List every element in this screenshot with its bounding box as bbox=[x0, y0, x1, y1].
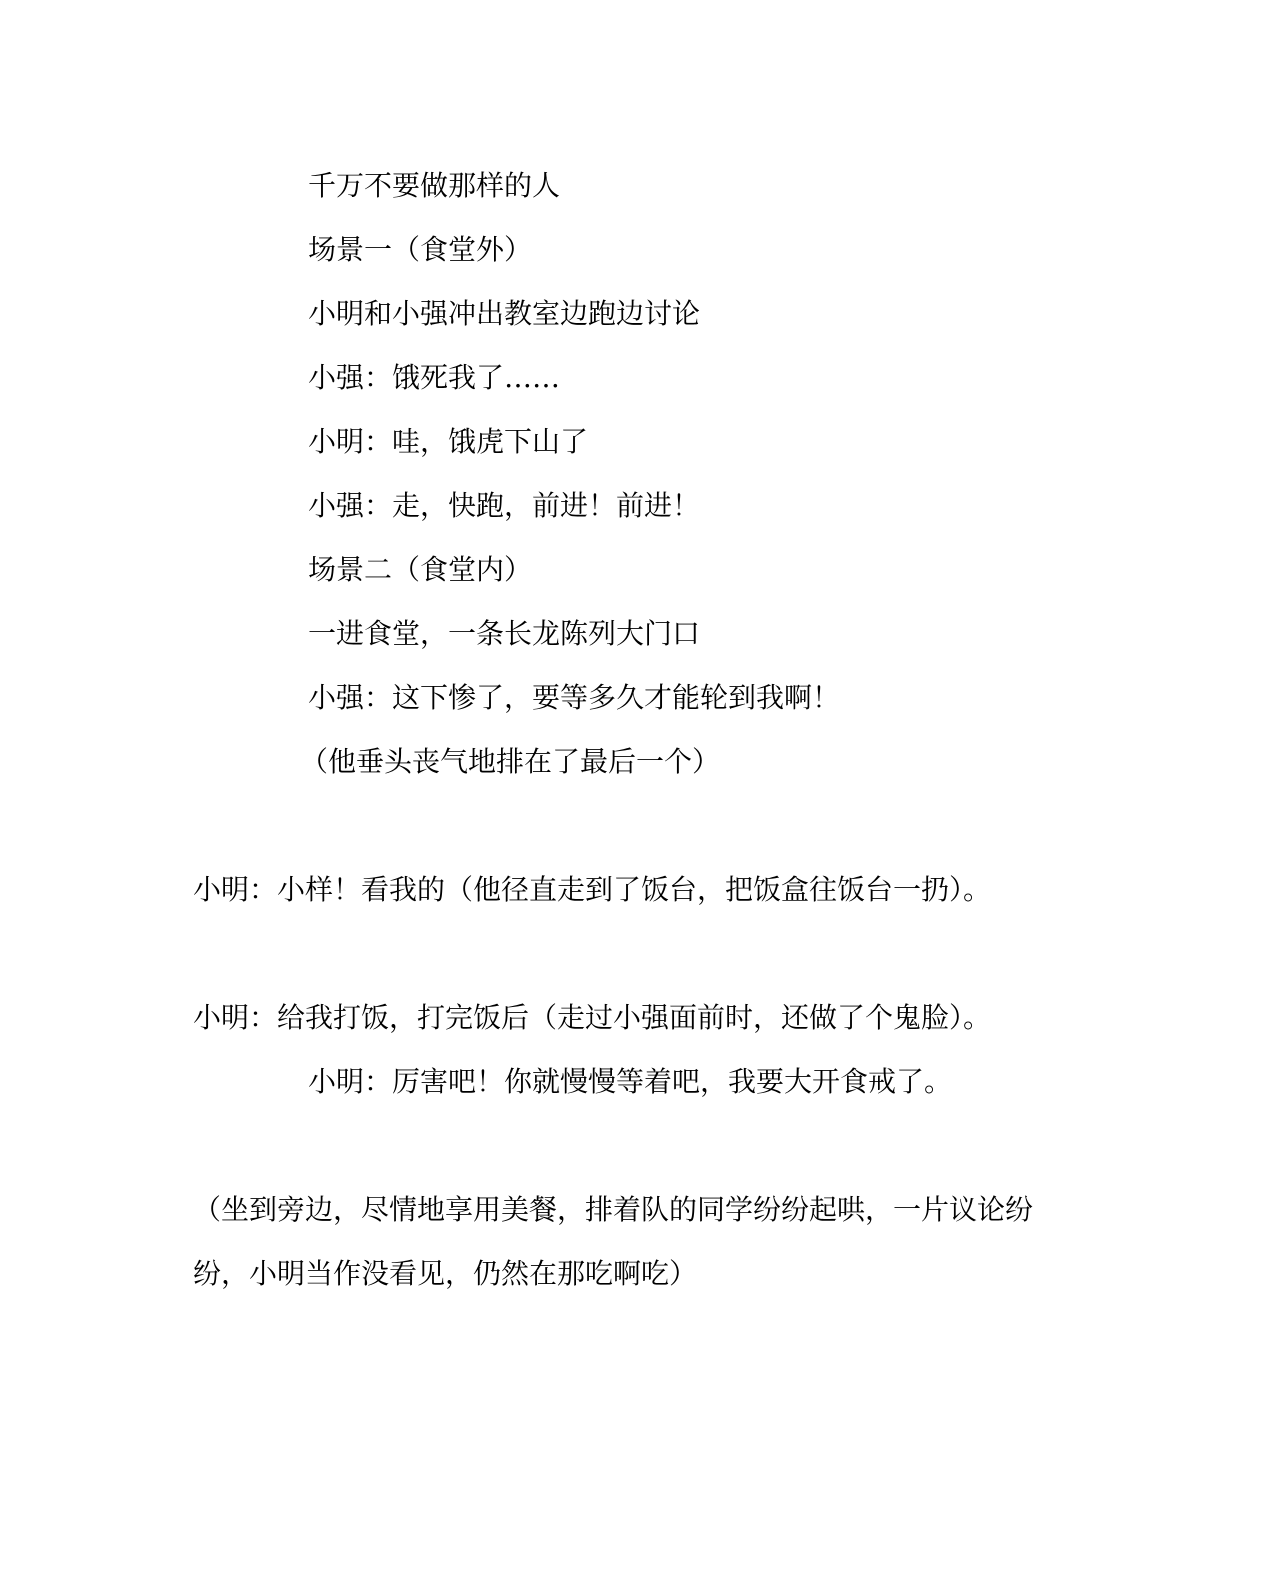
scene-heading: 场景一（食堂外） bbox=[308, 233, 533, 266]
dialogue-line: 小强：走，快跑，前进！前进！ bbox=[308, 489, 701, 522]
stage-direction: （坐到旁边，尽情地享用美餐，排着队的同学纷纷起哄，一片议论纷 bbox=[193, 1193, 1034, 1226]
dialogue-line: 小明：给我打饭，打完饭后（走过小强面前时，还做了个鬼脸）。 bbox=[193, 1001, 992, 1034]
scene-heading: 场景二（食堂内） bbox=[308, 553, 533, 586]
dialogue-line: 小明：哇，饿虎下山了 bbox=[308, 425, 589, 458]
title-line: 千万不要做那样的人 bbox=[308, 169, 561, 202]
narration-line: 小明和小强冲出教室边跑边讨论 bbox=[308, 297, 701, 330]
stage-direction-continued: 纷，小明当作没看见，仍然在那吃啊吃） bbox=[193, 1257, 698, 1290]
dialogue-line: 小强：这下惨了，要等多久才能轮到我啊！ bbox=[308, 681, 841, 714]
dialogue-line: 小明：厉害吧！你就慢慢等着吧，我要大开食戒了。 bbox=[308, 1065, 953, 1098]
stage-direction: （他垂头丧气地排在了最后一个） bbox=[300, 745, 721, 778]
dialogue-line: 小明：小样！看我的（他径直走到了饭台，把饭盒往饭台一扔）。 bbox=[193, 873, 992, 906]
narration-line: 一进食堂，一条长龙陈列大门口 bbox=[308, 617, 701, 650]
dialogue-line: 小强：饿死我了…… bbox=[308, 361, 561, 394]
